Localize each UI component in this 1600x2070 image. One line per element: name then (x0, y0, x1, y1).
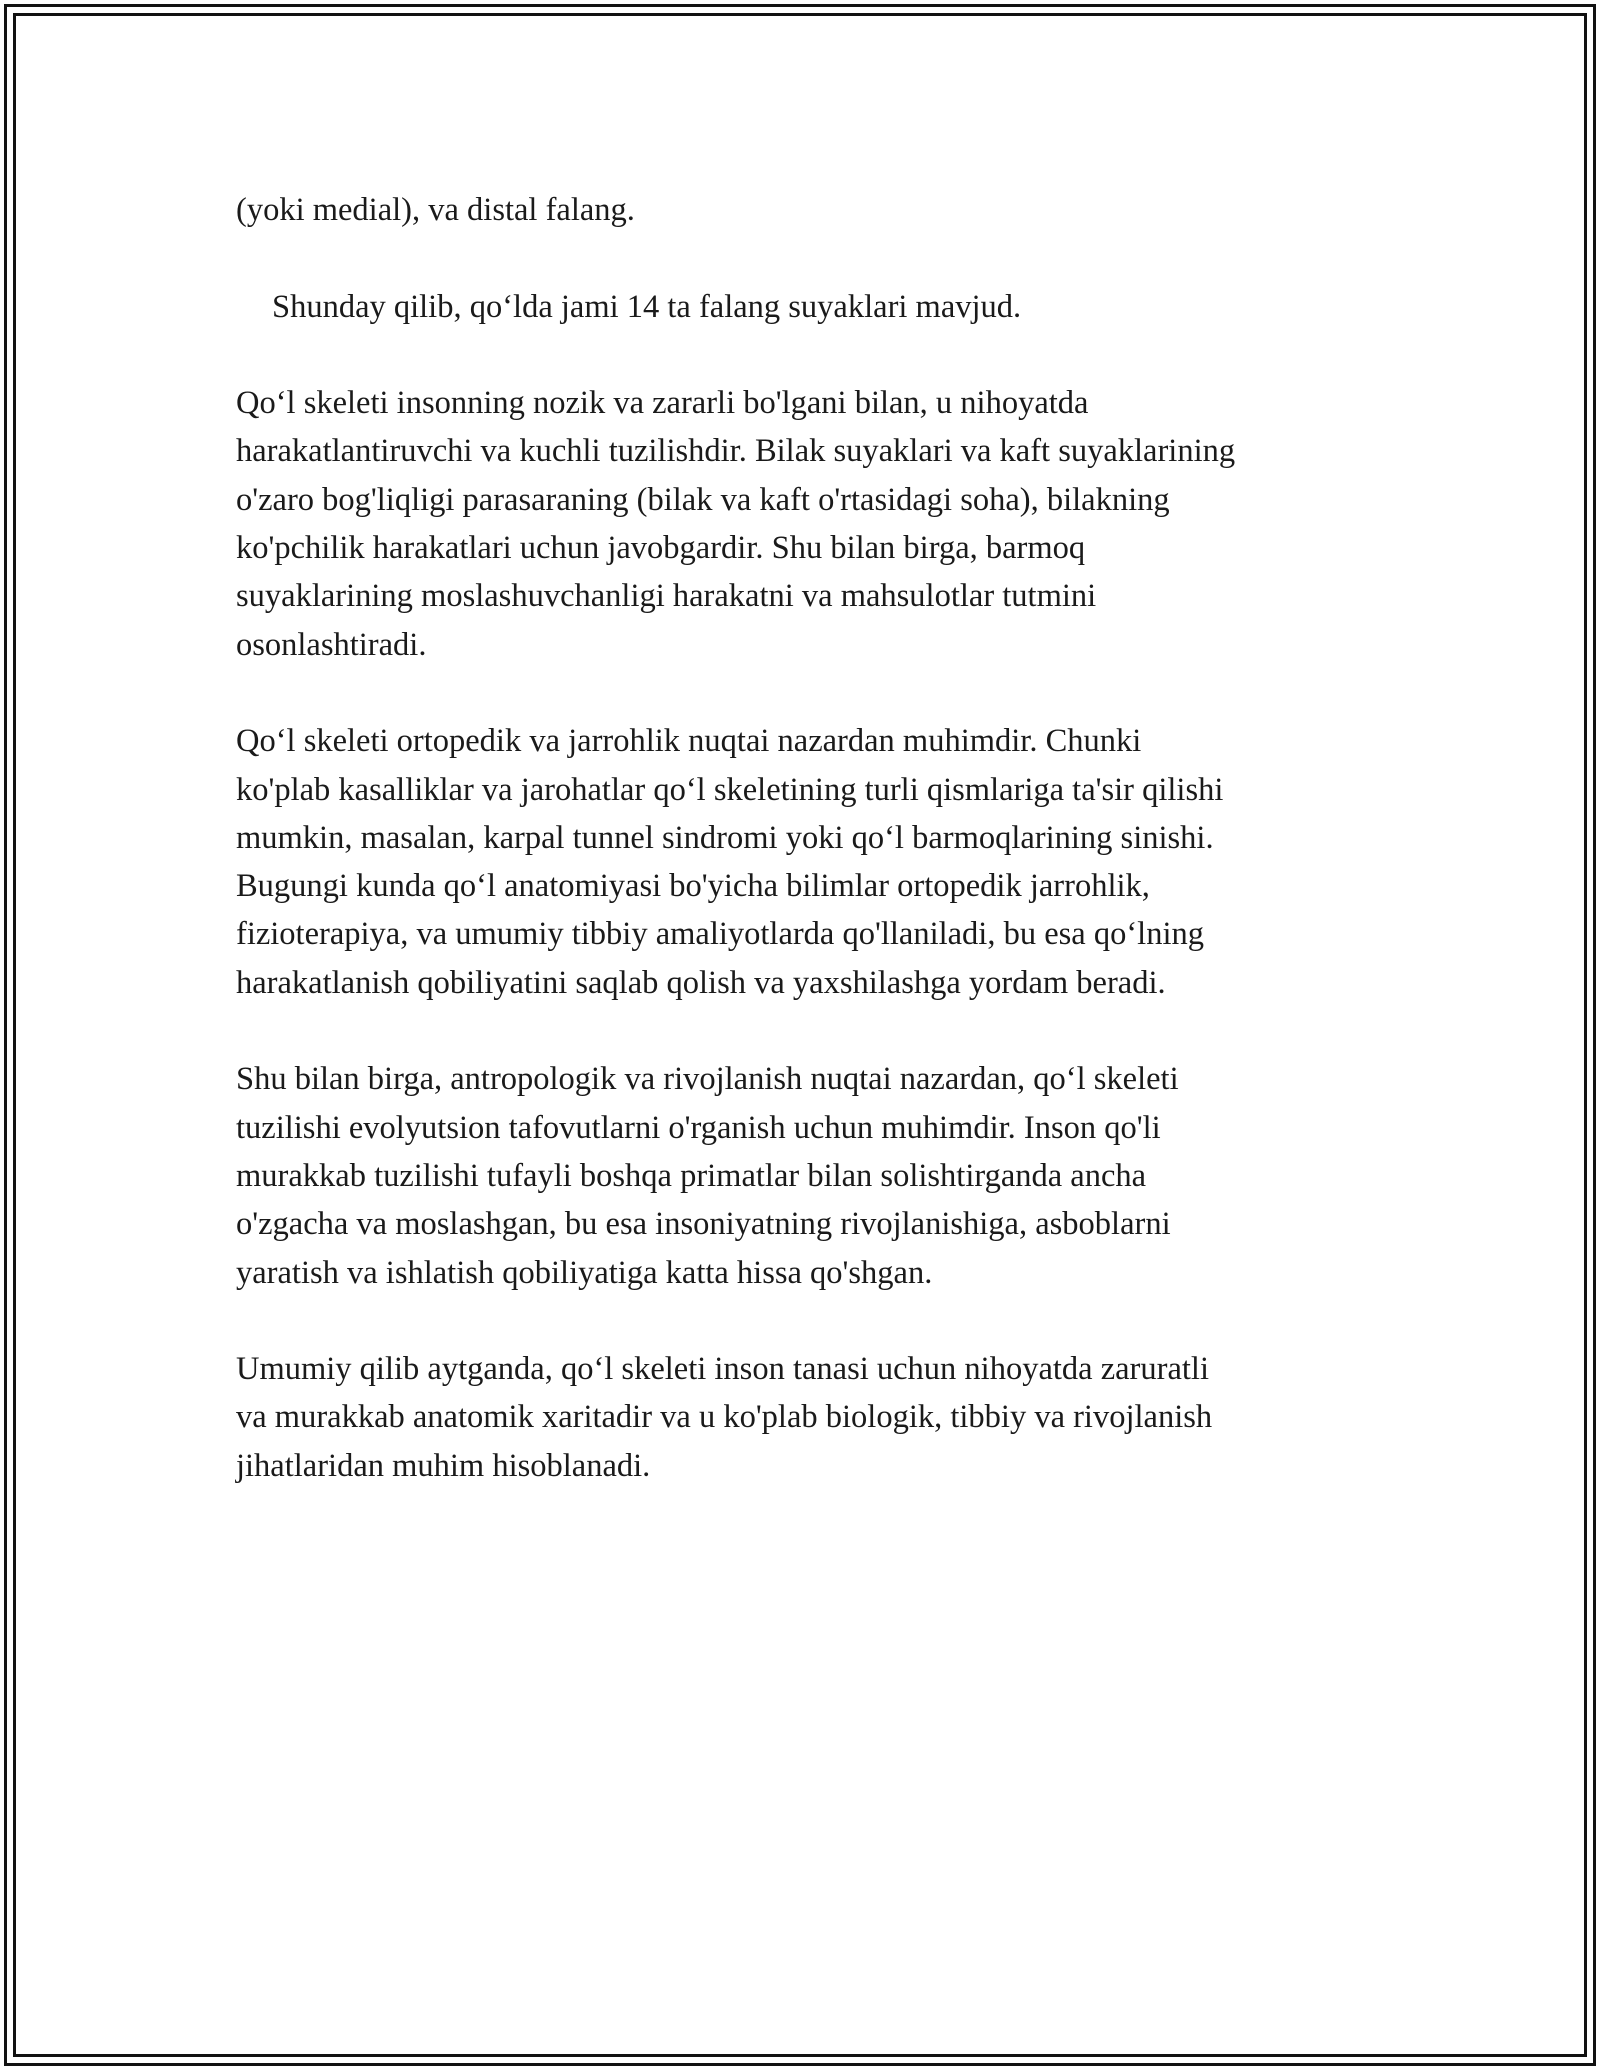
paragraph-hand-skeleton-structure: Qo‘l skeleti insonning nozik va zararli bo'lgani bilan, u nihoyatda harakatlantiruvchi va kuchli tuzilishdir. Bilak suyaklari va kaft suyaklarining o'zaro bog'liqligi parasaraning (bilak va kaft o'rtasidagi soha), bilakning ko'pchilik harakatlari uchun javobgardir. Shu bilan birga, barmoq suyaklarining moslashuvchanligi harakatni va mahsulotlar tutmini osonlashtiradi. (236, 385, 1236, 663)
paragraph-orthopedic-importance: Qo‘l skeleti ortopedik va jarrohlik nuqtai nazardan muhimdir. Chunki ko'plab kasalliklar va jarohatlar qo‘l skeletining turli qismlariga ta'sir qilishi mumkin, masalan, karpal tunnel sindromi yoki qo‘l barmoqlarining sinishi. Bugungi kunda qo‘l anatomiyasi bo'yicha bilimlar ortopedik jarrohlik, fizioterapiya, va umumiy tibbiy amaliyotlarda qo'llaniladi, bu esa qo‘lning harakatlanish qobiliyatini saqlab qolish va yaxshilashga yordam beradi. (236, 723, 1224, 1001)
paragraph-conclusion: Umumiy qilib aytganda, qo‘l skeleti inson tanasi uchun nihoyatda zaruratli va murakkab anatomik xaritadir va u ko'plab biologik, tibbiy va rivojlanish jihatlaridan muhim hisoblanadi. (236, 1351, 1213, 1484)
paragraph-continuation: (yoki medial), va distal falang. (236, 192, 635, 228)
document-body (236, 186, 1376, 1538)
paragraph-evolutionary-importance: Shu bilan birga, antropologik va rivojlanish nuqtai nazardan, qo‘l skeleti tuzilishi evolyutsion tafovutlarni o'rganish uchun muhimdir. Inson qo'li murakkab tuzilishi tufayli boshqa primatlar bilan solishtirganda ancha o'zgacha va moslashgan, bu esa insoniyatning rivojlanishiga, asboblarni yaratish va ishlatish qobiliyatiga katta hissa qo'shgan. (236, 1061, 1179, 1291)
paragraph-phalanges-total: Shunday qilib, qo‘lda jami 14 ta falang suyaklari mavjud. (272, 288, 1022, 325)
